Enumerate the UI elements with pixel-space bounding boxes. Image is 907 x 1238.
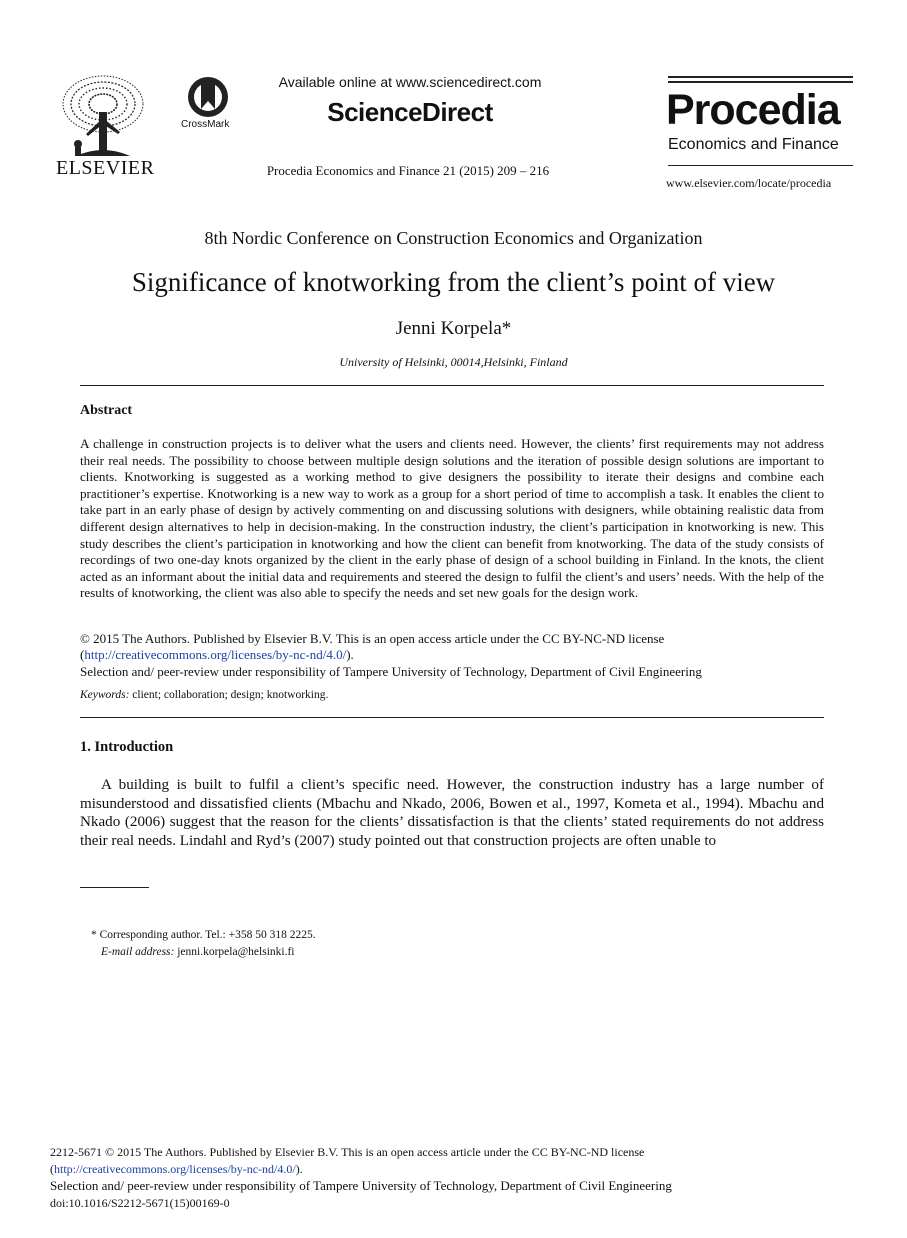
license-open-paren: ( <box>80 647 85 662</box>
abstract-body: A challenge in construction projects is to deliver what the users and clients need. However, the clients’ first requirements may not address their real needs. The possibility to choose between multiple design solutions and the iteration of possible design solutions are important to clients. Knotworking is suggested as a working method to give designers the possibility to iterate their designs and combine each practitioner’s expertise. Knotworking is a new way to work as a group for a short period of time to accomplish a task. It enables the client to take part in an early phase of design by actively commenting on and discussing solutions with designers, while obtaining realistic data from different design alternatives to help in decision-making. In the construction industry, the client’s participation in knotworking is new. This study describes the client’s participation in knotworking and how the client can benefit from knotworking. The data of the study consists of recordings of two one-day knots organized by the client in the early phase of design of a school building in Finland. In the knots, the client acted as an informant about the initial data and requirements and steered the design to fulfil the client’s and users’ needs. With the help of the results of knotworking, the client was also able to specify the needs and set new goals for the design work. <box>80 436 824 601</box>
footer-license-link[interactable]: http://creativecommons.org/licenses/by-nc-nd/4.0/ <box>54 1162 296 1176</box>
keywords-label: Keywords: <box>80 689 130 701</box>
journal-citation: Procedia Economics and Finance 21 (2015) 209 – 216 <box>266 163 550 178</box>
article-title: Significance of knotworking from the client’s point of view <box>131 267 776 297</box>
footnote-rule <box>80 887 149 888</box>
copyright-line: © 2015 The Authors. Published by Elsevier B.V. This is an open access article under the CC BY-NC-ND license <box>80 631 665 646</box>
sciencedirect-logo[interactable]: ScienceDirect <box>327 97 493 127</box>
available-online: Available online at www.sciencedirect.com <box>278 74 542 90</box>
footer-license-line <box>50 1162 303 1177</box>
footer-doi[interactable]: doi:10.1016/S2212-5671(15)00169-0 <box>50 1196 230 1210</box>
footer-license-open: ( <box>50 1162 54 1176</box>
footer-peer-review: Selection and/ peer-review under responsibility of Tampere University of Technology, Department of Civil Engineering <box>50 1178 672 1193</box>
keywords-values: client; collaboration; design; knotworking. <box>132 689 329 701</box>
procedia-subtitle: Economics and Finance <box>668 136 839 153</box>
procedia-top-rule-2 <box>668 81 853 83</box>
abstract-heading: Abstract <box>80 403 133 418</box>
author-affiliation: University of Helsinki, 00014,Helsinki, Finland <box>339 355 568 369</box>
crossmark-label: CrossMark <box>181 119 230 130</box>
keywords-line <box>80 689 328 701</box>
author-name: Jenni Korpela* <box>395 318 512 339</box>
procedia-bottom-rule <box>668 165 853 166</box>
title-divider <box>80 385 824 386</box>
introduction-heading: 1. Introduction <box>80 739 174 755</box>
license-line <box>80 647 354 663</box>
email-label: E-mail address: <box>101 946 175 958</box>
procedia-url[interactable]: www.elsevier.com/locate/procedia <box>666 176 832 190</box>
license-link[interactable]: http://creativecommons.org/licenses/by-nc-nd/4.0/ <box>84 647 347 662</box>
peer-review-line: Selection and/ peer-review under responsibility of Tampere University of Technology, Department of Civil Engineering <box>80 664 702 679</box>
footer-license-close: ). <box>295 1162 303 1176</box>
abstract-divider <box>80 717 824 718</box>
license-close-paren: ). <box>346 647 354 662</box>
procedia-title: Procedia <box>666 86 840 134</box>
introduction-body: A building is built to fulfil a client’s specific need. However, the construction industry has a large number of misunderstood and dissatisfied clients (Mbachu and Nkado, 2006, Bowen et al., 1997, Kometa et al., 1994). Mbachu and Nkado (2006) suggest that the reason for the clients’ dissatisfaction is that the clients’ stated requirements do not address their real needs. Lindahl and Ryd’s (2007) study pointed out that construction projects are often unable to <box>80 777 824 849</box>
conference-name: 8th Nordic Conference on Construction Economics and Organization <box>204 228 703 248</box>
footer-copyright: 2212-5671 © 2015 The Authors. Published by Elsevier B.V. This is an open access article under the CC BY-NC-ND license <box>50 1145 645 1159</box>
procedia-top-rule-1 <box>668 76 853 78</box>
footnote-corresponding: * Corresponding author. Tel.: +358 50 318 2225. <box>91 929 316 941</box>
elsevier-wordmark: ELSEVIER <box>56 157 155 179</box>
email-address[interactable]: jenni.korpela@helsinki.fi <box>177 946 295 958</box>
elsevier-tree-logo <box>56 74 150 160</box>
crossmark-icon[interactable] <box>186 75 230 121</box>
footnote-email-line <box>101 946 295 958</box>
